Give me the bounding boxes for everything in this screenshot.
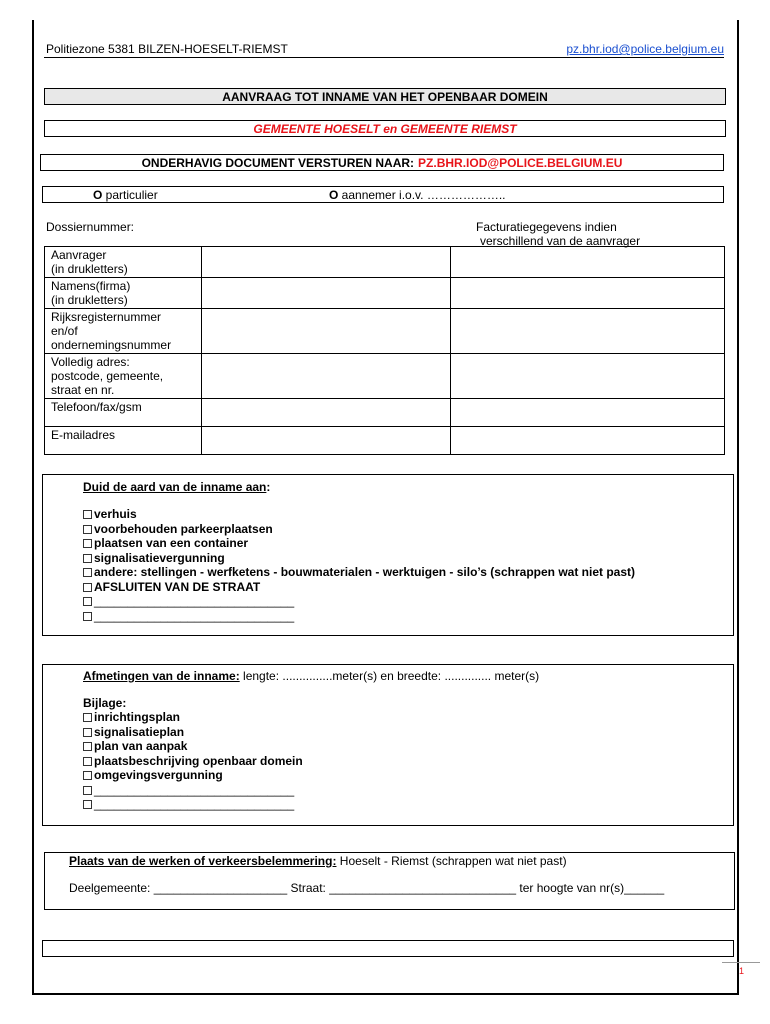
checkbox-item[interactable] [83,754,303,769]
checkbox-label: signalisatievergunning [94,550,225,565]
applicant-value-cell[interactable] [202,427,451,455]
checkbox-label: plaatsen van een container [94,536,249,550]
billing-value-cell[interactable] [451,354,725,399]
municipality-title: GEMEENTE HOESELT en GEMEENTE RIEMST [44,120,726,137]
checkbox-icon[interactable] [83,786,92,795]
applicant-value-cell[interactable] [202,354,451,399]
checkbox-item[interactable] [83,710,303,725]
checkbox-icon[interactable] [83,612,92,621]
checkbox-label: andere: stellingen - werfketens - bouwmaterialen - werktuigen - silo’s (schrappen wat niet past) [94,565,636,579]
billing-info-label [476,220,676,248]
location-title-suffix: Hoeselt - Riemst (schrappen wat niet past) [336,854,567,868]
send-to-banner [40,154,724,171]
billing-label-line2: verschillend van de aanvrager [480,234,641,248]
checkbox-icon[interactable] [83,583,92,592]
page-corner-mark [722,962,760,963]
option-aannemer-label: aannemer i.o.v. ……………….. [338,188,506,202]
row-label: Telefoon/fax/gsm [45,399,202,427]
bottom-box [42,940,734,957]
inname-type-title: Duid de aard van de inname aan [83,480,267,494]
location-title: Plaats van de werken of verkeersbelemmering: [69,854,337,868]
checkbox-label: plaatsbeschrijving openbaar domein [94,753,303,768]
billing-value-cell[interactable] [451,427,725,455]
checkbox-icon[interactable] [83,597,92,606]
dossier-number-label: Dossiernummer: [46,220,135,234]
table-row [45,399,725,427]
billing-label-line1: Facturatiegegevens indien [476,220,617,234]
checkbox-item[interactable] [83,507,635,522]
send-to-email[interactable]: PZ.BHR.IOD@POLICE.BELGIUM.EU [418,155,623,170]
police-zone-header: Politiezone 5381 BILZEN-HOESELT-RIEMST [46,42,288,56]
dimensions-title: Afmetingen van de inname: [83,669,240,683]
dimensions-text: lengte: ...............meter(s) en breedte: .............. meter(s) [239,669,540,683]
checkbox-icon[interactable] [83,510,92,519]
billing-value-cell[interactable] [451,309,725,354]
checkbox-icon[interactable] [83,539,92,548]
checkbox-item[interactable] [83,580,635,595]
checkbox-label: ______________________________ [94,782,295,797]
location-fields[interactable]: Deelgemeente: ____________________ Straat: ____________________________ ter hoogte van nr(s)______ [69,881,665,895]
row-label: Rijksregisternummer en/of ondernemingsnummer [45,309,202,354]
checkbox-icon[interactable] [83,525,92,534]
applicant-value-cell[interactable] [202,399,451,427]
option-particulier-label: particulier [102,188,158,202]
location-section [44,852,735,910]
option-aannemer[interactable] [329,188,506,202]
checkbox-label: inrichtingsplan [94,710,181,724]
attachment-list [83,710,303,812]
checkbox-item[interactable] [83,551,635,566]
attachment-label: Bijlage: [83,696,127,710]
table-row [45,278,725,309]
checkbox-label: AFSLUITEN VAN DE STRAAT [94,579,261,594]
billing-value-cell[interactable] [451,247,725,278]
checkbox-item[interactable] [83,725,303,740]
header-divider [44,57,724,58]
checkbox-item[interactable] [83,565,635,580]
checkbox-icon[interactable] [83,713,92,722]
checkbox-item[interactable] [83,536,635,551]
table-row [45,427,725,455]
radio-mark-particulier[interactable]: O [93,188,103,202]
inname-type-list [83,507,635,623]
table-row [45,354,725,399]
checkbox-label: plan van aanpak [94,739,188,753]
row-label: Volledig adres: postcode, gemeente, straat en nr. [45,354,202,399]
option-particulier[interactable] [93,188,158,202]
applicant-type-box [42,186,724,203]
checkbox-label: ______________________________ [94,797,295,811]
checkbox-label: omgevingsvergunning [94,768,223,782]
checkbox-label: verhuis [94,507,137,521]
applicant-table [44,246,725,455]
checkbox-item[interactable] [83,797,303,812]
checkbox-icon[interactable] [83,554,92,563]
radio-mark-aannemer[interactable]: O [329,188,339,202]
row-label: Aanvrager (in drukletters) [45,247,202,278]
checkbox-icon[interactable] [83,800,92,809]
checkbox-label: voorbehouden parkeerplaatsen [94,521,273,536]
checkbox-icon[interactable] [83,742,92,751]
table-row [45,247,725,278]
checkbox-item[interactable] [83,739,303,754]
checkbox-item[interactable] [83,594,635,609]
row-label: E-mailadres [45,427,202,455]
inname-type-title-suffix: : [266,480,271,494]
checkbox-icon[interactable] [83,728,92,737]
inname-type-section [42,474,734,636]
applicant-value-cell[interactable] [202,309,451,354]
checkbox-icon[interactable] [83,757,92,766]
checkbox-item[interactable] [83,522,635,537]
applicant-value-cell[interactable] [202,247,451,278]
checkbox-icon[interactable] [83,771,92,780]
billing-value-cell[interactable] [451,399,725,427]
send-to-label: ONDERHAVIG DOCUMENT VERSTUREN NAAR: [141,155,415,170]
checkbox-label: signalisatieplan [94,724,185,739]
applicant-value-cell[interactable] [202,278,451,309]
dimensions-section [42,664,734,826]
checkbox-label: ______________________________ [94,594,295,608]
checkbox-item[interactable] [83,768,303,783]
billing-value-cell[interactable] [451,278,725,309]
form-title: AANVRAAG TOT INNAME VAN HET OPENBAAR DOMEIN [44,88,726,105]
page-number: 1 [739,966,745,976]
checkbox-item[interactable] [83,783,303,798]
header-email-link[interactable]: pz.bhr.iod@police.belgium.eu [566,42,724,56]
row-label: Namens(firma) (in drukletters) [45,278,202,309]
checkbox-label: ______________________________ [94,608,295,623]
checkbox-icon[interactable] [83,568,92,577]
table-row [45,309,725,354]
checkbox-item[interactable] [83,609,635,624]
